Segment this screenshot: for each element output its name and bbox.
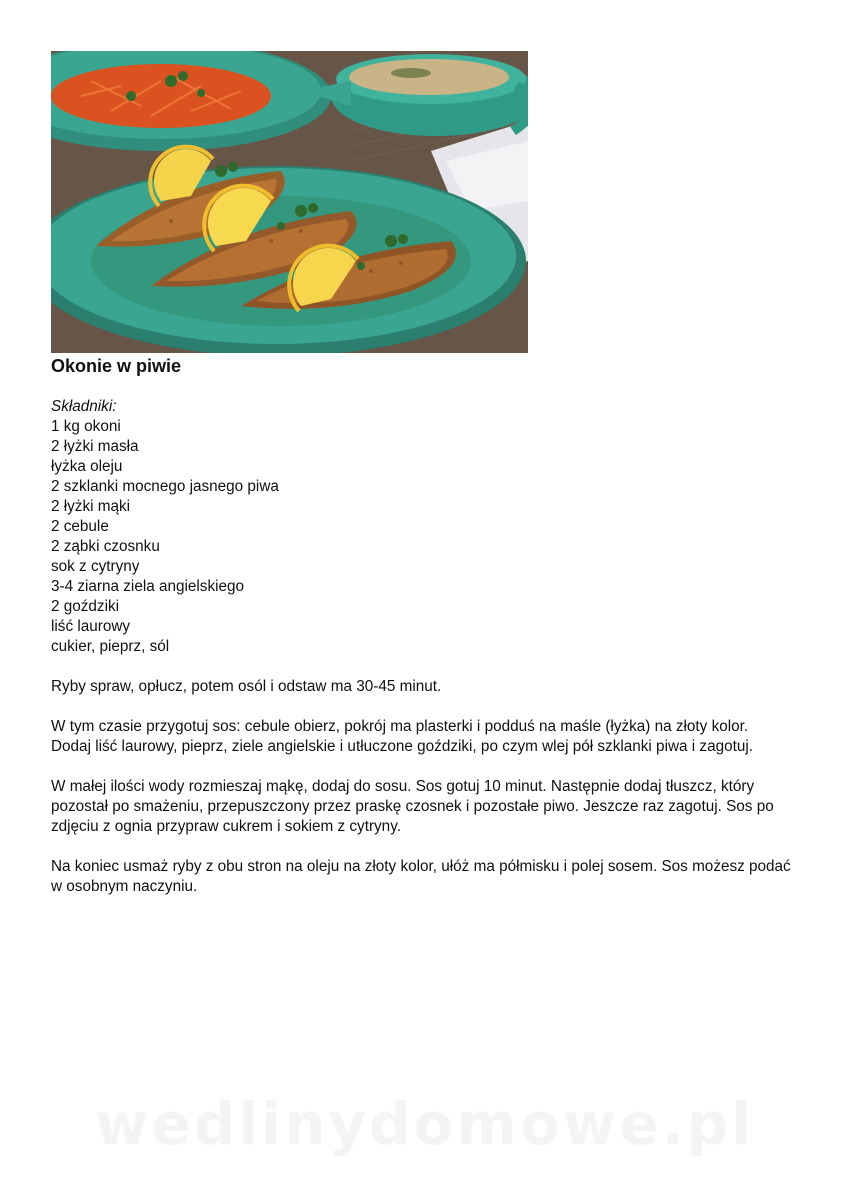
recipe-title: Okonie w piwie: [51, 356, 182, 376]
ingredient-item: 2 łyżki mąki: [51, 498, 131, 515]
instruction-step: W małej ilości wody rozmieszaj mąkę, dodaj do sosu. Sos gotuj 10 minut. Następnie dodaj tłuszcz, który pozostał po smażeniu, przepuszczony przez praskę czosnek i pozostałe piwo. Jeszcze raz zagotuj. Sos po zdjęciu z ognia przypraw cukrem i sokiem z cytryny.: [51, 778, 774, 835]
recipe-body: [51, 397, 791, 897]
ingredients-list: [51, 417, 791, 657]
ingredient-item: 2 cebule: [51, 518, 109, 535]
instruction-step: Na koniec usmaż ryby z obu stron na oleju na złoty kolor, ułóż ma półmisku i polej sosem. Sos możesz podać w osobnym naczyniu.: [51, 858, 791, 895]
ingredient-item: łyżka oleju: [51, 458, 123, 475]
instruction-step: W tym czasie przygotuj sos: cebule obierz, pokrój ma plasterki i podduś na maśle (łyżka) na złoty kolor. Dodaj liść laurowy, pieprz, ziele angielskie i utłuczone goździki, po czym wlej pół szklanki piwa i zagotuj.: [51, 718, 753, 755]
site-watermark: wedlinydomowe.pl: [94, 1090, 755, 1158]
ingredient-item: 2 szklanki mocnego jasnego piwa: [51, 478, 279, 495]
dish-photo: [51, 51, 528, 353]
ingredient-item: sok z cytryny: [51, 558, 140, 575]
ingredient-item: liść laurowy: [51, 618, 131, 635]
ingredient-item: 1 kg okoni: [51, 418, 121, 435]
ingredient-item: 2 łyżki masła: [51, 438, 139, 455]
ingredients-heading: Składniki:: [51, 398, 117, 415]
ingredient-item: 3-4 ziarna ziela angielskiego: [51, 578, 245, 595]
instruction-step: Ryby spraw, opłucz, potem osól i odstaw ma 30-45 minut.: [51, 678, 442, 695]
ingredient-item: cukier, pieprz, sól: [51, 638, 170, 655]
ingredient-item: 2 ząbki czosnku: [51, 538, 160, 555]
ingredient-item: 2 goździki: [51, 598, 120, 615]
